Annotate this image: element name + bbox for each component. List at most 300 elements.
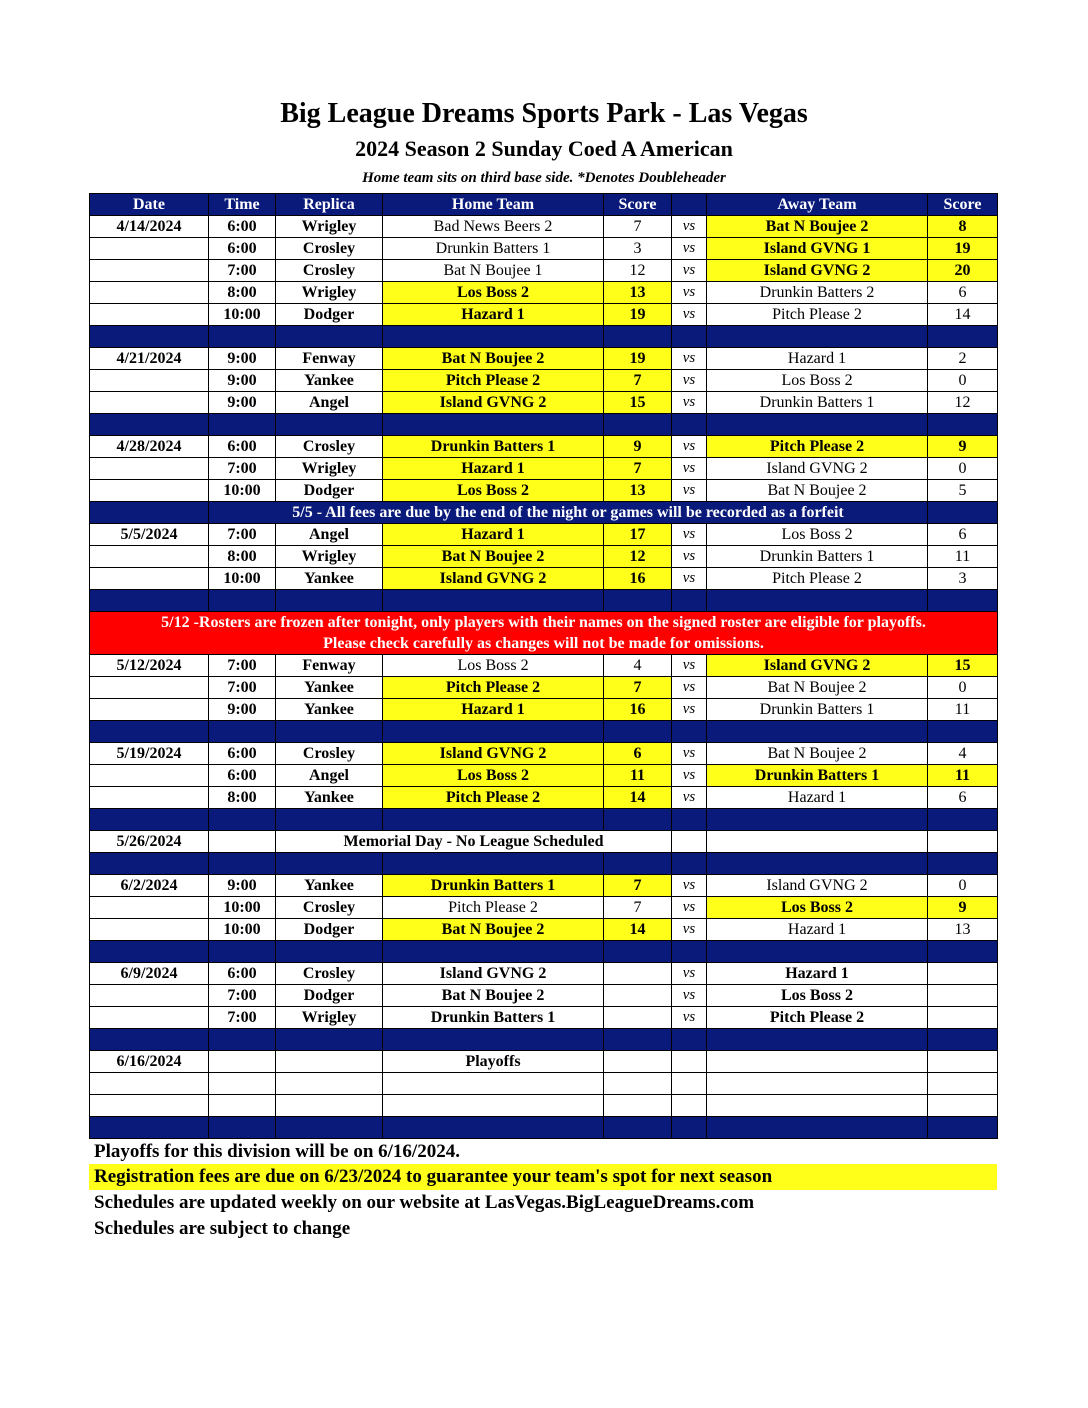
date-cell: 4/14/2024 bbox=[90, 216, 209, 238]
separator-cell bbox=[209, 941, 276, 963]
replica-cell: Angel bbox=[276, 524, 383, 546]
separator-cell bbox=[928, 1117, 998, 1139]
time-cell: 9:00 bbox=[209, 699, 276, 721]
date-cell bbox=[90, 238, 209, 260]
separator-cell bbox=[276, 1029, 383, 1051]
separator-cell bbox=[604, 809, 672, 831]
replica-cell: Crosley bbox=[276, 963, 383, 985]
time-cell: 9:00 bbox=[209, 392, 276, 414]
table-row bbox=[90, 370, 998, 392]
home-score-cell: 3 bbox=[604, 238, 672, 260]
date-cell: 5/5/2024 bbox=[90, 524, 209, 546]
footer-registration-note: Registration fees are due on 6/23/2024 to guarantee your team's spot for next season bbox=[89, 1164, 997, 1190]
time-cell: 9:00 bbox=[209, 875, 276, 897]
date-cell: 5/26/2024 bbox=[90, 831, 209, 853]
home-score-cell bbox=[604, 963, 672, 985]
table-row bbox=[90, 765, 998, 787]
home-score-cell: 7 bbox=[604, 370, 672, 392]
separator-cell bbox=[707, 941, 928, 963]
away-team-cell: Drunkin Batters 2 bbox=[707, 282, 928, 304]
away-team-cell bbox=[707, 831, 928, 853]
date-cell bbox=[90, 897, 209, 919]
away-score-cell bbox=[928, 963, 998, 985]
date-cell bbox=[90, 1073, 209, 1095]
column-header-away-team: Away Team bbox=[707, 194, 928, 216]
table-row bbox=[90, 919, 998, 941]
notice-spacer bbox=[928, 502, 998, 524]
date-cell bbox=[90, 919, 209, 941]
separator-cell bbox=[276, 414, 383, 436]
separator-cell bbox=[707, 590, 928, 612]
date-cell: 6/9/2024 bbox=[90, 963, 209, 985]
date-cell bbox=[90, 370, 209, 392]
date-cell bbox=[90, 765, 209, 787]
separator-cell bbox=[276, 853, 383, 875]
separator-cell bbox=[604, 853, 672, 875]
date-cell: 6/2/2024 bbox=[90, 875, 209, 897]
separator-cell bbox=[707, 1117, 928, 1139]
time-cell bbox=[209, 1051, 276, 1073]
replica-cell bbox=[276, 1051, 383, 1073]
seating-note: Home team sits on third base side. *Denotes Doubleheader bbox=[362, 170, 726, 186]
separator-cell bbox=[209, 1117, 276, 1139]
home-score-cell: 7 bbox=[604, 677, 672, 699]
time-cell: 7:00 bbox=[209, 260, 276, 282]
vs-cell: vs bbox=[672, 216, 707, 238]
separator-cell bbox=[90, 1029, 209, 1051]
separator-cell bbox=[90, 941, 209, 963]
vs-cell bbox=[672, 1051, 707, 1073]
separator-cell bbox=[928, 590, 998, 612]
home-team-cell: Bat N Boujee 1 bbox=[383, 260, 604, 282]
footer-change-note: Schedules are subject to change bbox=[94, 1218, 351, 1239]
home-score-cell: 15 bbox=[604, 392, 672, 414]
separator-cell bbox=[383, 326, 604, 348]
replica-cell: Dodger bbox=[276, 480, 383, 502]
separator-cell bbox=[90, 414, 209, 436]
home-score-cell: 13 bbox=[604, 480, 672, 502]
separator-cell bbox=[383, 1117, 604, 1139]
home-score-cell: 12 bbox=[604, 260, 672, 282]
replica-cell: Wrigley bbox=[276, 216, 383, 238]
vs-cell: vs bbox=[672, 787, 707, 809]
time-cell: 6:00 bbox=[209, 743, 276, 765]
vs-cell: vs bbox=[672, 875, 707, 897]
time-cell: 6:00 bbox=[209, 238, 276, 260]
separator-cell bbox=[276, 1117, 383, 1139]
table-row bbox=[90, 436, 998, 458]
separator-cell bbox=[383, 941, 604, 963]
replica-cell: Yankee bbox=[276, 677, 383, 699]
time-cell: 10:00 bbox=[209, 480, 276, 502]
home-team-cell: Drunkin Batters 1 bbox=[383, 875, 604, 897]
home-score-cell bbox=[604, 1095, 672, 1117]
separator-cell bbox=[383, 414, 604, 436]
replica-cell: Dodger bbox=[276, 985, 383, 1007]
separator-cell bbox=[707, 1029, 928, 1051]
page-title: Big League Dreams Sports Park - Las Vegas bbox=[280, 98, 808, 129]
separator-cell bbox=[209, 326, 276, 348]
home-team-cell bbox=[383, 1073, 604, 1095]
time-cell: 9:00 bbox=[209, 348, 276, 370]
notice-row bbox=[90, 502, 998, 524]
separator-row bbox=[90, 809, 998, 831]
vs-cell: vs bbox=[672, 897, 707, 919]
table-row bbox=[90, 568, 998, 590]
separator-cell bbox=[209, 853, 276, 875]
replica-cell bbox=[276, 1095, 383, 1117]
away-score-cell: 11 bbox=[928, 765, 998, 787]
home-team-cell: Bat N Boujee 2 bbox=[383, 919, 604, 941]
separator-cell bbox=[604, 1117, 672, 1139]
separator-cell bbox=[604, 414, 672, 436]
separator-cell bbox=[604, 721, 672, 743]
table-row bbox=[90, 348, 998, 370]
separator-cell bbox=[707, 414, 928, 436]
away-team-cell: Los Boss 2 bbox=[707, 897, 928, 919]
table-row bbox=[90, 875, 998, 897]
home-team-cell: Hazard 1 bbox=[383, 304, 604, 326]
home-score-cell: 14 bbox=[604, 787, 672, 809]
vs-cell: vs bbox=[672, 743, 707, 765]
separator-cell bbox=[90, 326, 209, 348]
separator-cell bbox=[604, 326, 672, 348]
away-team-cell: Pitch Please 2 bbox=[707, 568, 928, 590]
table-row bbox=[90, 260, 998, 282]
table-row bbox=[90, 677, 998, 699]
replica-cell: Wrigley bbox=[276, 1007, 383, 1029]
date-cell bbox=[90, 985, 209, 1007]
vs-cell: vs bbox=[672, 480, 707, 502]
date-cell bbox=[90, 787, 209, 809]
time-cell bbox=[209, 1073, 276, 1095]
date-cell: 5/19/2024 bbox=[90, 743, 209, 765]
away-score-cell: 19 bbox=[928, 238, 998, 260]
replica-cell: Angel bbox=[276, 765, 383, 787]
away-score-cell: 3 bbox=[928, 568, 998, 590]
separator-cell bbox=[90, 721, 209, 743]
separator-cell bbox=[383, 1029, 604, 1051]
table-row bbox=[90, 699, 998, 721]
date-cell bbox=[90, 282, 209, 304]
column-header-vs bbox=[672, 194, 707, 216]
away-team-cell: Island GVNG 1 bbox=[707, 238, 928, 260]
separator-cell bbox=[672, 853, 707, 875]
separator-cell bbox=[928, 326, 998, 348]
time-cell: 8:00 bbox=[209, 546, 276, 568]
column-header-time: Time bbox=[209, 194, 276, 216]
replica-cell: Yankee bbox=[276, 568, 383, 590]
date-cell: 4/28/2024 bbox=[90, 436, 209, 458]
table-row bbox=[90, 480, 998, 502]
separator-cell bbox=[276, 721, 383, 743]
notice-text: 5/5 - All fees are due by the end of the night or games will be recorded as a forfeit bbox=[209, 502, 928, 524]
away-score-cell: 9 bbox=[928, 897, 998, 919]
separator-cell bbox=[928, 1029, 998, 1051]
time-cell: 6:00 bbox=[209, 436, 276, 458]
separator-cell bbox=[383, 590, 604, 612]
replica-cell: Yankee bbox=[276, 875, 383, 897]
footer-playoffs-note: Playoffs for this division will be on 6/16/2024. bbox=[94, 1141, 460, 1162]
home-team-cell: Drunkin Batters 1 bbox=[383, 436, 604, 458]
replica-cell: Crosley bbox=[276, 260, 383, 282]
away-score-cell bbox=[928, 1051, 998, 1073]
away-score-cell: 4 bbox=[928, 743, 998, 765]
table-row bbox=[90, 1051, 998, 1073]
separator-cell bbox=[604, 941, 672, 963]
away-score-cell: 8 bbox=[928, 216, 998, 238]
separator-cell bbox=[928, 721, 998, 743]
away-score-cell: 11 bbox=[928, 546, 998, 568]
vs-cell: vs bbox=[672, 238, 707, 260]
home-team-cell: Bat N Boujee 2 bbox=[383, 546, 604, 568]
vs-cell: vs bbox=[672, 655, 707, 677]
separator-cell bbox=[90, 590, 209, 612]
table-row bbox=[90, 743, 998, 765]
away-team-cell: Island GVNG 2 bbox=[707, 875, 928, 897]
column-header-date: Date bbox=[90, 194, 209, 216]
separator-cell bbox=[672, 1029, 707, 1051]
away-score-cell: 6 bbox=[928, 282, 998, 304]
table-row bbox=[90, 238, 998, 260]
home-score-cell: 11 bbox=[604, 765, 672, 787]
no-games-note: Memorial Day - No League Scheduled bbox=[276, 831, 672, 853]
date-cell bbox=[90, 546, 209, 568]
home-team-cell: Island GVNG 2 bbox=[383, 963, 604, 985]
replica-cell: Crosley bbox=[276, 436, 383, 458]
vs-cell: vs bbox=[672, 765, 707, 787]
separator-cell bbox=[209, 590, 276, 612]
time-cell: 8:00 bbox=[209, 282, 276, 304]
away-score-cell: 6 bbox=[928, 787, 998, 809]
time-cell: 6:00 bbox=[209, 963, 276, 985]
home-score-cell bbox=[604, 1073, 672, 1095]
date-cell bbox=[90, 699, 209, 721]
date-cell bbox=[90, 677, 209, 699]
schedule-table bbox=[89, 193, 998, 1139]
time-cell: 9:00 bbox=[209, 370, 276, 392]
table-row bbox=[90, 655, 998, 677]
replica-cell: Wrigley bbox=[276, 282, 383, 304]
replica-cell: Fenway bbox=[276, 348, 383, 370]
table-row bbox=[90, 1095, 998, 1117]
home-score-cell: 6 bbox=[604, 743, 672, 765]
home-team-cell: Los Boss 2 bbox=[383, 765, 604, 787]
separator-cell bbox=[672, 721, 707, 743]
home-team-cell: Playoffs bbox=[383, 1051, 604, 1073]
alert-cell bbox=[90, 612, 998, 655]
home-score-cell: 16 bbox=[604, 568, 672, 590]
away-team-cell: Hazard 1 bbox=[707, 787, 928, 809]
date-cell bbox=[90, 304, 209, 326]
replica-cell: Yankee bbox=[276, 787, 383, 809]
vs-cell: vs bbox=[672, 919, 707, 941]
separator-cell bbox=[604, 1029, 672, 1051]
separator-cell bbox=[928, 809, 998, 831]
replica-cell: Crosley bbox=[276, 238, 383, 260]
table-header-row bbox=[90, 194, 998, 216]
away-team-cell bbox=[707, 1095, 928, 1117]
separator-row bbox=[90, 853, 998, 875]
replica-cell: Fenway bbox=[276, 655, 383, 677]
home-team-cell: Island GVNG 2 bbox=[383, 568, 604, 590]
table-row bbox=[90, 897, 998, 919]
time-cell: 7:00 bbox=[209, 458, 276, 480]
page-subtitle: 2024 Season 2 Sunday Coed A American bbox=[355, 136, 733, 161]
time-cell: 6:00 bbox=[209, 765, 276, 787]
replica-cell bbox=[276, 1073, 383, 1095]
away-team-cell bbox=[707, 1073, 928, 1095]
home-team-cell: Los Boss 2 bbox=[383, 655, 604, 677]
home-team-cell: Drunkin Batters 1 bbox=[383, 1007, 604, 1029]
home-team-cell bbox=[383, 1095, 604, 1117]
separator-cell bbox=[707, 853, 928, 875]
away-score-cell: 0 bbox=[928, 370, 998, 392]
home-score-cell: 19 bbox=[604, 304, 672, 326]
vs-cell: vs bbox=[672, 282, 707, 304]
home-team-cell: Hazard 1 bbox=[383, 458, 604, 480]
table-row bbox=[90, 392, 998, 414]
time-cell bbox=[209, 1095, 276, 1117]
vs-cell bbox=[672, 1095, 707, 1117]
home-score-cell: 7 bbox=[604, 897, 672, 919]
separator-cell bbox=[707, 326, 928, 348]
home-score-cell: 13 bbox=[604, 282, 672, 304]
table-row bbox=[90, 787, 998, 809]
away-team-cell: Hazard 1 bbox=[707, 348, 928, 370]
away-team-cell: Bat N Boujee 2 bbox=[707, 216, 928, 238]
column-header-home-score: Score bbox=[604, 194, 672, 216]
table-row bbox=[90, 963, 998, 985]
vs-cell: vs bbox=[672, 568, 707, 590]
home-team-cell: Hazard 1 bbox=[383, 699, 604, 721]
separator-row bbox=[90, 721, 998, 743]
home-score-cell: 19 bbox=[604, 348, 672, 370]
time-cell bbox=[209, 831, 276, 853]
home-score-cell: 7 bbox=[604, 875, 672, 897]
date-cell: 6/16/2024 bbox=[90, 1051, 209, 1073]
home-score-cell: 4 bbox=[604, 655, 672, 677]
away-score-cell bbox=[928, 985, 998, 1007]
home-team-cell: Bat N Boujee 2 bbox=[383, 985, 604, 1007]
notice-spacer bbox=[90, 502, 209, 524]
home-score-cell: 7 bbox=[604, 458, 672, 480]
vs-cell: vs bbox=[672, 304, 707, 326]
date-cell: 5/12/2024 bbox=[90, 655, 209, 677]
away-team-cell: Bat N Boujee 2 bbox=[707, 677, 928, 699]
separator-cell bbox=[209, 721, 276, 743]
away-score-cell: 20 bbox=[928, 260, 998, 282]
away-score-cell: 0 bbox=[928, 875, 998, 897]
time-cell: 8:00 bbox=[209, 787, 276, 809]
date-cell: 4/21/2024 bbox=[90, 348, 209, 370]
away-team-cell: Hazard 1 bbox=[707, 919, 928, 941]
separator-cell bbox=[672, 941, 707, 963]
time-cell: 7:00 bbox=[209, 677, 276, 699]
separator-cell bbox=[276, 941, 383, 963]
away-team-cell: Drunkin Batters 1 bbox=[707, 699, 928, 721]
away-score-cell: 5 bbox=[928, 480, 998, 502]
separator-row bbox=[90, 1029, 998, 1051]
time-cell: 7:00 bbox=[209, 1007, 276, 1029]
away-team-cell: Island GVNG 2 bbox=[707, 260, 928, 282]
date-cell bbox=[90, 480, 209, 502]
separator-cell bbox=[928, 853, 998, 875]
away-score-cell: 0 bbox=[928, 677, 998, 699]
separator-cell bbox=[383, 809, 604, 831]
away-score-cell bbox=[928, 831, 998, 853]
vs-cell: vs bbox=[672, 370, 707, 392]
separator-cell bbox=[276, 326, 383, 348]
time-cell: 10:00 bbox=[209, 304, 276, 326]
vs-cell: vs bbox=[672, 963, 707, 985]
column-header-replica: Replica bbox=[276, 194, 383, 216]
separator-cell bbox=[90, 853, 209, 875]
home-score-cell bbox=[604, 985, 672, 1007]
home-team-cell: Island GVNG 2 bbox=[383, 392, 604, 414]
table-row bbox=[90, 1073, 998, 1095]
away-team-cell: Drunkin Batters 1 bbox=[707, 392, 928, 414]
vs-cell: vs bbox=[672, 260, 707, 282]
separator-cell bbox=[383, 853, 604, 875]
date-cell bbox=[90, 392, 209, 414]
away-score-cell: 15 bbox=[928, 655, 998, 677]
separator-cell bbox=[928, 941, 998, 963]
separator-cell bbox=[672, 326, 707, 348]
away-score-cell: 13 bbox=[928, 919, 998, 941]
separator-cell bbox=[604, 590, 672, 612]
home-team-cell: Bat N Boujee 2 bbox=[383, 348, 604, 370]
away-score-cell bbox=[928, 1007, 998, 1029]
date-cell bbox=[90, 1095, 209, 1117]
away-score-cell: 2 bbox=[928, 348, 998, 370]
table-row bbox=[90, 831, 998, 853]
vs-cell: vs bbox=[672, 985, 707, 1007]
separator-cell bbox=[90, 809, 209, 831]
away-team-cell: Hazard 1 bbox=[707, 963, 928, 985]
date-cell bbox=[90, 1007, 209, 1029]
time-cell: 7:00 bbox=[209, 524, 276, 546]
time-cell: 10:00 bbox=[209, 919, 276, 941]
time-cell: 6:00 bbox=[209, 216, 276, 238]
separator-cell bbox=[209, 414, 276, 436]
separator-cell bbox=[383, 721, 604, 743]
away-team-cell: Bat N Boujee 2 bbox=[707, 743, 928, 765]
table-row bbox=[90, 282, 998, 304]
date-cell bbox=[90, 568, 209, 590]
home-team-cell: Pitch Please 2 bbox=[383, 787, 604, 809]
home-team-cell: Bad News Beers 2 bbox=[383, 216, 604, 238]
away-team-cell: Island GVNG 2 bbox=[707, 655, 928, 677]
home-score-cell: 17 bbox=[604, 524, 672, 546]
away-team-cell: Bat N Boujee 2 bbox=[707, 480, 928, 502]
replica-cell: Wrigley bbox=[276, 546, 383, 568]
away-score-cell: 11 bbox=[928, 699, 998, 721]
home-score-cell: 16 bbox=[604, 699, 672, 721]
away-score-cell bbox=[928, 1095, 998, 1117]
vs-cell: vs bbox=[672, 546, 707, 568]
home-team-cell: Island GVNG 2 bbox=[383, 743, 604, 765]
vs-cell: vs bbox=[672, 348, 707, 370]
alert-row bbox=[90, 612, 998, 655]
home-team-cell: Pitch Please 2 bbox=[383, 897, 604, 919]
separator-cell bbox=[276, 809, 383, 831]
away-team-cell: Island GVNG 2 bbox=[707, 458, 928, 480]
separator-cell bbox=[209, 1029, 276, 1051]
away-score-cell: 12 bbox=[928, 392, 998, 414]
away-team-cell bbox=[707, 1051, 928, 1073]
footer-website-note: Schedules are updated weekly on our website at LasVegas.BigLeagueDreams.com bbox=[94, 1192, 755, 1213]
